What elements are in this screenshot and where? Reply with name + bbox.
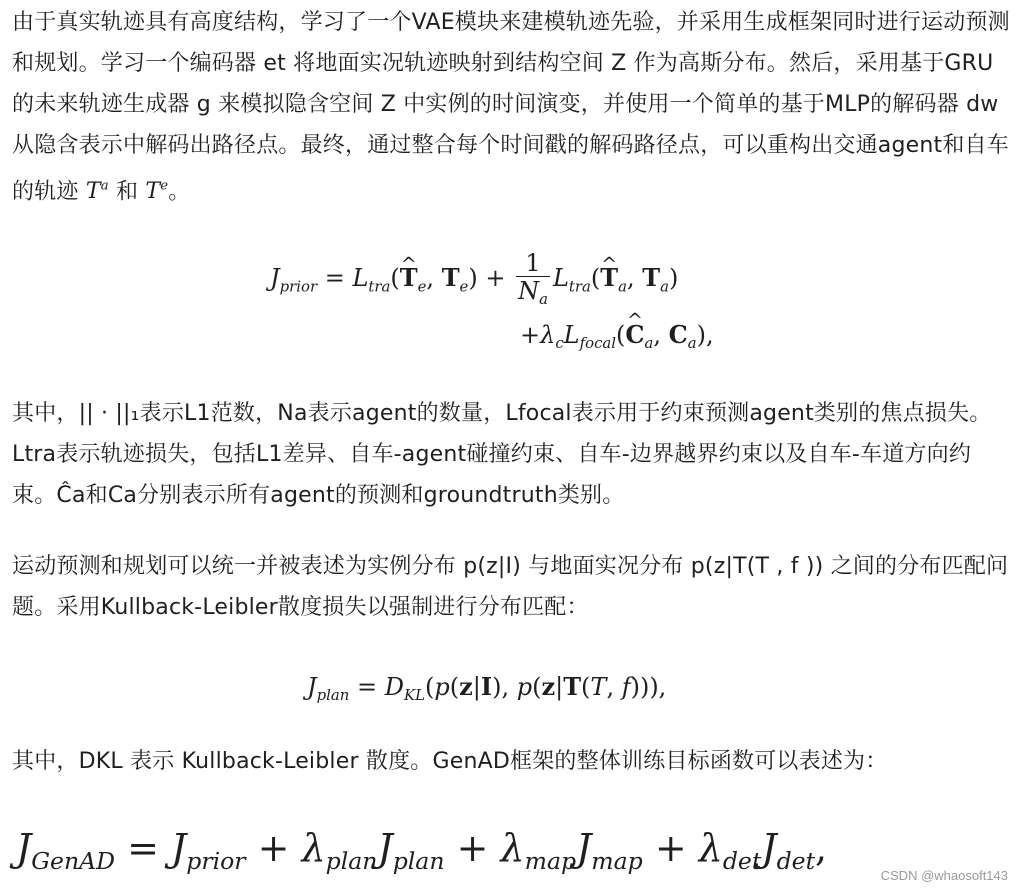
total-objective-equation: $J_{GenAD} = J_{prior} + \lambda_{plan}J_{plan} + \lambda_{map}J_{map} + \lambda_{det}J_{det}$,: [16, 826, 828, 876]
csdn-watermark: CSDN @whaosoft143: [880, 868, 1008, 883]
objective-intro-paragraph: 其中，DKL 表示 Kullback-Leibler 散度。GenAD框架的整体训练目标函数可以表述为：: [12, 749, 888, 774]
intro-paragraph: 由于真实轨迹具有高度结构，学习了一个VAE模块来建模轨迹先验，并采用生成框架同时进行运动预测和规划。学习一个编码器 et 将地面实况轨迹映射到结构空间 Z 作为高斯分布。然后，采用基于GRU的未来轨迹生成器 g 来模拟隐含空间 Z 中实例的时间演变，并使用一个简单的基于MLP的解码器 dw 从隐含表示中解码出路径点。最终，通过整合每个时间戳的解码路径点，可以重构出交通agent和自车的轨迹 $T^a$ 和 $T^e$。: [12, 10, 1010, 205]
trajectory-ego-symbol: $T^e$: [145, 179, 169, 205]
prior-loss-equation-line-1: $J_{prior}$ = $L_{tra}(\^{}$ $T_e$, $T_e$) + $\frac{1}{N_a}$ $L_{tra}(\^{}$ $T_a$, $T_a$): [270, 250, 678, 309]
and-word: 和: [115, 179, 139, 205]
prior-explanation-paragraph: 其中，|| · ||₁表示L1范数，Na表示agent的数量，Lfocal表示用于约束预测agent类别的焦点损失。Ltra表示轨迹损失，包括L1差异、自车-agent碰撞约束、自车-边界越界约束以及自车-车道方向约束。Ĉa和Ca分别表示所有agent的预测和groundtruth类别。: [12, 401, 992, 508]
intro-paragraph-text: 由于真实轨迹具有高度结构，学习了一个VAE模块来建模轨迹先验，并采用生成框架同时进行运动预测和规划。学习一个编码器 et 将地面实况轨迹映射到结构空间 Z 作为高斯分布。然后，采用基于GRU的未来轨迹生成器 g 来模拟隐含空间 Z 中实例的时间演变，并使用一个简单的基于MLP的解码器 dw 从隐含表示中解码出路径点。最终，通过整合每个时间戳的解码路径点，可以重构出交通agent和自车的轨迹: [12, 10, 1010, 205]
distribution-matching-paragraph: 运动预测和规划可以统一并被表述为实例分布 p(z|I) 与地面实况分布 p(z|T(T , f )) 之间的分布匹配问题。采用Kullback-Leibler散度损失以强制进行分布匹配：: [12, 554, 1009, 620]
trajectory-agent-symbol: $T^a$: [85, 179, 109, 205]
prior-loss-equation-line-2: $+\lambda_cL_{focal}(\^{}$ $C_a$, $C_a$),: [520, 320, 714, 352]
plan-loss-equation: $J_{plan} = D_{KL}(p(z|I)$, p(z|T(T, f))),: [307, 672, 667, 705]
